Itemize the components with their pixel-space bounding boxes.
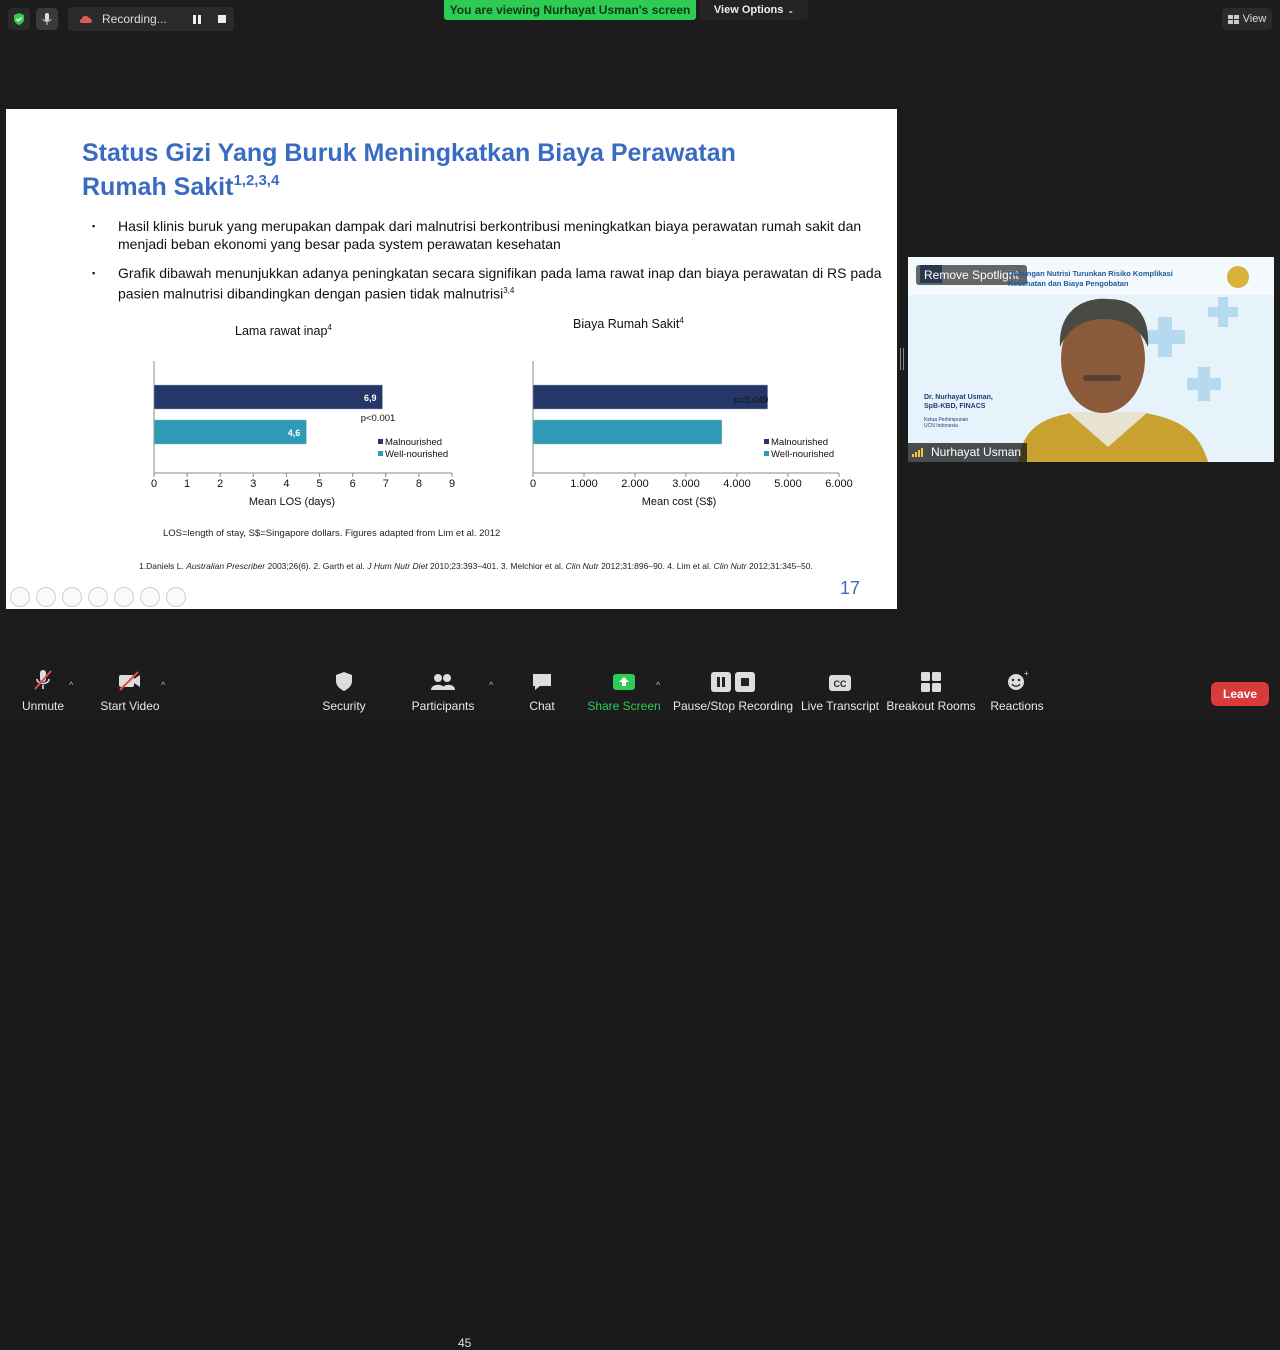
recording-label: Recording...	[102, 12, 167, 26]
video-off-icon	[117, 670, 143, 692]
chart-1-tick-label: 3	[250, 478, 257, 490]
participants-label: Participants	[411, 699, 475, 713]
chart-2-tick-label: 3.000	[672, 478, 700, 490]
chart-1-legend-swatch	[378, 439, 383, 444]
participants-button[interactable]	[412, 660, 474, 719]
participants-count: 45	[458, 1336, 472, 1350]
view-button-label: View	[1242, 13, 1267, 25]
smiley-icon	[1006, 670, 1028, 692]
doctor-affiliation	[924, 417, 968, 429]
unmute-button[interactable]	[18, 660, 68, 719]
chart-2-tick-label: 6.000	[825, 478, 853, 490]
chart-1-legend-swatch	[378, 451, 383, 456]
chart-1-tick-label: 1	[184, 478, 191, 490]
doctor-name: Dr. Nurhayat Usman,	[924, 394, 993, 401]
chart-1-bar-value-label: 6,9	[363, 393, 377, 403]
slides-icon[interactable]	[88, 587, 108, 607]
references	[139, 561, 813, 571]
chart-2-x-label: Mean cost (S$)	[641, 496, 717, 508]
more-options-icon[interactable]	[166, 587, 186, 607]
slide-title-line1: Status Gizi Yang Buruk Meningkatkan Biaya Perawatan	[82, 139, 736, 167]
participant-name: Nurhayat Usman	[931, 445, 1022, 459]
screen-share-banner: You are viewing Nurhayat Usman's screen	[444, 0, 696, 20]
leave-button[interactable]: Leave	[1211, 682, 1269, 706]
doctor-title: SpB-KBD, FINACS	[924, 403, 986, 410]
chart-2-bar-malnourished	[533, 385, 768, 409]
pause-recording-icon[interactable]	[190, 12, 204, 26]
zoom-icon[interactable]	[114, 587, 134, 607]
chart-1-tick-label: 0	[150, 478, 158, 490]
ref-text: 2003;26(6). 2. Garth et al.	[265, 561, 368, 571]
bullet-1-text: Hasil klinis buruk yang merupakan dampak dari malnutrisi berkontribusi meningkatkan biaya perawatan rumah sakit dan menjadi beban ekonomi yang besar pada system perawatan kesehatan	[118, 218, 862, 252]
chart-1-tick-label: 2	[217, 478, 224, 490]
ref-text: 2012;31:345–50.	[746, 561, 813, 571]
ref-text: 2012;31:896–90. 4. Lim et al.	[598, 561, 714, 571]
ref-journal: Australian Prescriber	[186, 561, 266, 571]
chart-2-legend-label: Malnourished	[771, 437, 829, 448]
view-button[interactable]	[1222, 8, 1272, 30]
chart-2-legend-swatch	[764, 439, 769, 444]
ref-journal: J Hum Nutr Diet	[367, 561, 428, 571]
footnote: LOS=length of stay, S$=Singapore dollars. Figures adapted from Lim et al. 2012	[163, 528, 501, 539]
pause-icon	[711, 672, 731, 692]
meeting-toolbar	[0, 660, 1280, 1350]
chat-button[interactable]	[526, 660, 558, 719]
breakout-rooms-icon	[921, 672, 941, 692]
pause-stop-recording-label: Pause/Stop Recording	[672, 699, 794, 713]
chart-2-tick-label: 0	[529, 478, 537, 490]
chart-2-tick-label: 5.000	[774, 478, 802, 490]
start-video-button[interactable]	[100, 660, 160, 719]
stop-icon	[735, 672, 755, 692]
background-title: Dukungan Nutrisi Turunkan Risiko Komplikasi Kesehatan dan Biaya Pengobatan	[1008, 269, 1173, 288]
chart-1-bar-well-nourished	[154, 420, 306, 444]
remove-spotlight-button[interactable]: Remove Spotlight	[916, 265, 1027, 285]
chart-2-tick-label: 1.000	[570, 478, 598, 490]
slide-title-sup: 1,2,3,4	[233, 172, 280, 189]
share-options-chevron-icon[interactable]: ^	[656, 680, 661, 690]
stop-recording-icon[interactable]	[215, 12, 229, 26]
ref-text: 2010;23:393–401. 3. Melchior et al.	[427, 561, 566, 571]
svg-text:CC: CC	[833, 679, 847, 689]
chart-1-tick-label: 8	[415, 478, 422, 490]
breakout-rooms-button[interactable]	[888, 660, 974, 719]
reactions-button[interactable]	[990, 660, 1044, 719]
muted-microphone-icon	[32, 668, 54, 692]
shield-icon	[334, 670, 354, 692]
chart-1-title-sup: 4	[327, 323, 332, 332]
chart-2-tick-label: 4.000	[723, 478, 751, 490]
chart-1-tick-label: 6	[349, 478, 356, 490]
start-video-label: Start Video	[100, 699, 160, 713]
participant-name-tag	[908, 443, 1027, 462]
closed-captions-icon	[828, 674, 852, 692]
video-options-chevron-icon[interactable]: ^	[161, 680, 166, 690]
chart-2-legend-swatch	[764, 451, 769, 456]
chart-1-tick-label: 4	[283, 478, 290, 490]
chart-1-legend-label: Well-nourished	[385, 449, 449, 460]
chart-1-tick-label: 7	[382, 478, 389, 490]
doctor-role: Ketua Perhimpunan	[924, 417, 969, 423]
subtitles-icon[interactable]	[140, 587, 160, 607]
pause-stop-recording-button[interactable]	[672, 660, 794, 719]
doctor-name-card	[924, 393, 993, 411]
ref-journal: Clin Nutr	[565, 561, 599, 571]
cloud-recording-icon	[78, 13, 94, 25]
next-slide-icon[interactable]	[36, 587, 56, 607]
chart-2-p-value: p=0.049	[733, 395, 769, 406]
participant-video[interactable]	[908, 257, 1274, 462]
ref-text: 1.Daniels L.	[139, 561, 187, 571]
chart-1-title-text: Lama rawat inap	[235, 324, 328, 339]
audio-options-chevron-icon[interactable]: ^	[69, 680, 74, 690]
svg-text:+: +	[1024, 669, 1029, 678]
recording-indicator	[68, 7, 234, 31]
chart-1-legend-label: Malnourished	[385, 437, 443, 448]
chevron-down-icon: ⌄	[787, 5, 795, 15]
top-left-icons	[8, 8, 58, 30]
chart-1-x-label: Mean LOS (days)	[248, 496, 336, 508]
signal-strength-icon	[912, 447, 926, 457]
participants-options-chevron-icon[interactable]: ^	[489, 680, 494, 690]
unmute-label: Unmute	[21, 699, 65, 713]
participants-icon	[430, 672, 456, 692]
chart-1-p-value: p<0.001	[360, 413, 396, 424]
slide-navigation-tools	[10, 587, 186, 607]
chart-2-bar-well-nourished	[533, 420, 722, 444]
doctor-org: UCN Indonesia	[924, 423, 958, 429]
chart-1-tick-label: 5	[316, 478, 323, 490]
slide-title-line2: Rumah Sakit	[82, 173, 234, 201]
split-view-handle[interactable]	[900, 348, 904, 370]
bullet-2-body: Grafik dibawah menunjukkan adanya peningkatan secara signifikan pada lama rawat inap dan biaya perawatan di RS pada pasien malnutrisi dibandingkan dengan pasien tidak malnutrisi	[118, 265, 882, 302]
bullet-2-sup: 3,4	[503, 286, 515, 295]
breakout-rooms-label: Breakout Rooms	[886, 699, 976, 713]
grid-view-icon	[1228, 15, 1239, 24]
encryption-shield-icon[interactable]	[8, 8, 30, 30]
chart-1-bar-malnourished	[154, 385, 382, 409]
chart-2-tick-label: 2.000	[621, 478, 649, 490]
view-options-button[interactable]	[700, 0, 808, 20]
pen-icon[interactable]	[62, 587, 82, 607]
shared-slide	[6, 109, 897, 609]
view-options-label: View Options	[713, 4, 784, 16]
previous-slide-icon[interactable]	[10, 587, 30, 607]
share-screen-label: Share Screen	[587, 699, 661, 713]
reactions-label: Reactions	[990, 699, 1044, 713]
live-transcript-button[interactable]	[802, 660, 878, 719]
share-screen-icon	[612, 672, 636, 692]
ref-journal: Clin Nutr	[713, 561, 747, 571]
chart-2-title-sup: 4	[679, 316, 684, 325]
chart-2-legend-label: Well-nourished	[771, 449, 835, 460]
chart-2-title-text: Biaya Rumah Sakit	[573, 317, 680, 332]
chat-label: Chat	[529, 699, 555, 713]
slide-page-number: 17	[840, 578, 861, 598]
share-screen-button[interactable]	[587, 660, 661, 719]
chat-bubble-icon	[531, 672, 553, 692]
live-transcript-label: Live Transcript	[800, 699, 880, 713]
bullet-marker: ▪	[92, 268, 96, 278]
bullet-marker: ▪	[92, 221, 96, 231]
chart-1-tick-label: 9	[448, 478, 456, 490]
security-button[interactable]	[322, 660, 366, 719]
chart-1-bar-value-label: 4,6	[287, 428, 301, 438]
security-label: Security	[322, 699, 366, 713]
microphone-status-icon[interactable]	[36, 8, 58, 30]
